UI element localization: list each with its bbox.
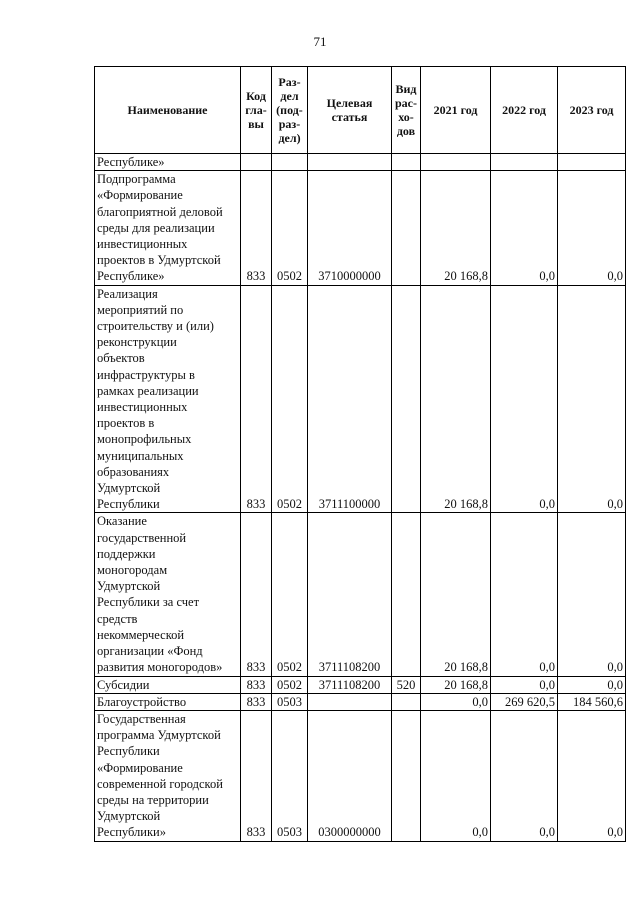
row-article: 3711108200 [308, 676, 392, 693]
row-code: 833 [241, 285, 272, 513]
row-article: 3710000000 [308, 171, 392, 285]
row-section: 0502 [272, 285, 308, 513]
header-code: Код гла- вы [241, 67, 272, 154]
row-2021: 0,0 [421, 693, 491, 710]
row-2023: 0,0 [558, 710, 626, 841]
row-2021: 0,0 [421, 710, 491, 841]
row-code: 833 [241, 676, 272, 693]
row-type [392, 285, 421, 513]
row-type [392, 710, 421, 841]
row-type: 520 [392, 676, 421, 693]
budget-table [94, 66, 626, 842]
row-article: 3711108200 [308, 513, 392, 676]
row-2023: 0,0 [558, 513, 626, 676]
header-article: Целевая статья [308, 67, 392, 154]
row-2022: 0,0 [491, 285, 558, 513]
row-article [308, 693, 392, 710]
row-2023 [558, 154, 626, 171]
row-2021: 20 168,8 [421, 285, 491, 513]
table-row [95, 676, 626, 693]
row-2023: 0,0 [558, 285, 626, 513]
row-name: Подпрограмма «Формирование благоприятной деловой среды для реализации инвестиционных проектов в Удмуртской Республике» [95, 171, 241, 285]
row-2022: 0,0 [491, 676, 558, 693]
row-2023: 0,0 [558, 676, 626, 693]
row-type [392, 171, 421, 285]
header-section: Раз- дел (под- раз- дел) [272, 67, 308, 154]
row-type [392, 154, 421, 171]
header-name: Наименование [95, 67, 241, 154]
row-2021 [421, 154, 491, 171]
row-type [392, 693, 421, 710]
row-section: 0503 [272, 693, 308, 710]
row-2023: 0,0 [558, 171, 626, 285]
table-row [95, 693, 626, 710]
row-code: 833 [241, 171, 272, 285]
row-type [392, 513, 421, 676]
table-row [95, 513, 626, 676]
table-row [95, 285, 626, 513]
row-2022: 0,0 [491, 171, 558, 285]
row-article [308, 154, 392, 171]
row-code: 833 [241, 513, 272, 676]
row-name: Государственная программа Удмуртской Республики «Формирование современной городской среды на территории Удмуртской Республики» [95, 710, 241, 841]
table-row [95, 154, 626, 171]
row-section: 0503 [272, 710, 308, 841]
header-2022: 2022 год [491, 67, 558, 154]
row-article: 0300000000 [308, 710, 392, 841]
header-type: Вид рас- хо- дов [392, 67, 421, 154]
row-code: 833 [241, 710, 272, 841]
header-2023: 2023 год [558, 67, 626, 154]
row-name: Реализация мероприятий по строительству и (или) реконструкции объектов инфраструктуры в рамках реализации инвестиционных проектов в монопрофильных муниципальных образованиях Удмуртской Республики [95, 285, 241, 513]
row-2022: 0,0 [491, 513, 558, 676]
header-2021: 2021 год [421, 67, 491, 154]
row-2022: 0,0 [491, 710, 558, 841]
row-2021: 20 168,8 [421, 171, 491, 285]
row-code [241, 154, 272, 171]
row-name: Республике» [95, 154, 241, 171]
row-code: 833 [241, 693, 272, 710]
row-section: 0502 [272, 171, 308, 285]
row-section [272, 154, 308, 171]
row-name: Благоустройство [95, 693, 241, 710]
row-section: 0502 [272, 513, 308, 676]
row-2023: 184 560,6 [558, 693, 626, 710]
row-2021: 20 168,8 [421, 676, 491, 693]
row-2022 [491, 154, 558, 171]
table-row [95, 171, 626, 285]
row-2022: 269 620,5 [491, 693, 558, 710]
table-row [95, 710, 626, 841]
row-2021: 20 168,8 [421, 513, 491, 676]
header-row [95, 67, 626, 154]
row-name: Оказание государственной поддержки моногородам Удмуртской Республики за счет средств некоммерческой организации «Фонд развития моногородов» [95, 513, 241, 676]
page-number: 71 [313, 34, 327, 49]
row-name: Субсидии [95, 676, 241, 693]
row-section: 0502 [272, 676, 308, 693]
row-article: 3711100000 [308, 285, 392, 513]
